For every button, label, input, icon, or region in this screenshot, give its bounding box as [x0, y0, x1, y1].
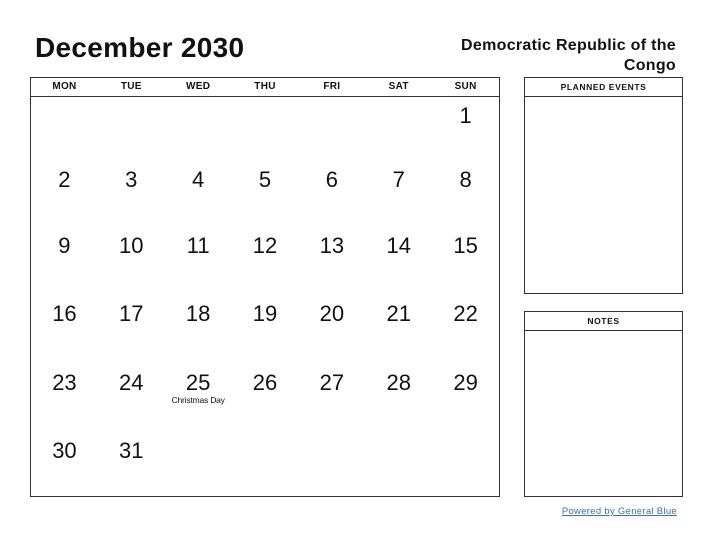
- day-number: 10: [119, 233, 144, 258]
- calendar-week-row: [31, 432, 499, 496]
- day-cell: [432, 97, 499, 161]
- day-number: 14: [386, 233, 411, 258]
- empty-day-cell: [298, 432, 365, 496]
- day-number: 18: [185, 301, 211, 326]
- calendar-week-row: [31, 364, 499, 432]
- day-number: 27: [319, 370, 345, 395]
- calendar-week-row: [31, 227, 499, 295]
- day-cell: [98, 295, 165, 364]
- day-number: 30: [52, 438, 77, 463]
- empty-day-cell: [298, 97, 365, 161]
- day-cell: [432, 161, 499, 227]
- powered-by-link[interactable]: Powered by General Blue: [561, 506, 677, 517]
- day-number: 16: [52, 301, 77, 326]
- planned-events-heading: PLANNED EVENTS: [525, 78, 682, 97]
- day-number: 21: [386, 301, 411, 326]
- day-cell: [365, 161, 432, 227]
- day-cell: [98, 227, 165, 295]
- day-cell: [31, 161, 98, 227]
- page-title: December 2030: [35, 32, 245, 63]
- weekday-label: FRI: [323, 81, 341, 92]
- day-cell: [432, 295, 499, 364]
- day-cell: [31, 227, 98, 295]
- empty-day-cell: [365, 432, 432, 496]
- day-number: 19: [252, 301, 278, 326]
- weekday-label: SUN: [454, 81, 477, 92]
- day-number: 7: [392, 167, 405, 192]
- empty-day-cell: [98, 97, 165, 161]
- day-cell: [232, 364, 299, 432]
- empty-day-cell: [165, 432, 232, 496]
- day-cell: [365, 295, 432, 364]
- day-number: 11: [186, 233, 210, 258]
- weekday-label: WED: [186, 81, 211, 92]
- empty-day-cell: [365, 97, 432, 161]
- day-number: 13: [319, 233, 345, 258]
- day-cell: [232, 227, 299, 295]
- day-cell: [165, 161, 232, 227]
- day-number: 1: [459, 103, 472, 128]
- day-number: 5: [258, 167, 272, 192]
- country-name: Democratic Republic of the Congo: [461, 37, 676, 74]
- empty-day-cell: [432, 432, 499, 496]
- planned-events-panel: [524, 77, 683, 294]
- day-number: 15: [453, 233, 478, 258]
- day-number: 28: [386, 370, 411, 395]
- day-number: 20: [319, 301, 345, 326]
- calendar-week-row: [31, 295, 499, 364]
- day-number: 17: [119, 301, 144, 326]
- notes-heading: NOTES: [525, 312, 682, 331]
- calendar-weeks: [31, 97, 499, 496]
- day-number: 24: [119, 370, 144, 395]
- calendar-grid: [30, 77, 500, 497]
- day-number: 8: [459, 167, 472, 192]
- day-number: 4: [192, 167, 205, 192]
- day-number: 29: [453, 370, 478, 395]
- day-cell: [98, 161, 165, 227]
- day-number: 23: [52, 370, 77, 395]
- day-cell: [432, 364, 499, 432]
- day-number: 25: [185, 370, 211, 395]
- day-number: 26: [252, 370, 278, 395]
- day-cell: [165, 295, 232, 364]
- day-number: 22: [453, 301, 478, 326]
- day-cell: [31, 432, 98, 496]
- day-cell: [232, 161, 299, 227]
- empty-day-cell: [165, 97, 232, 161]
- day-cell: [31, 364, 98, 432]
- day-cell: [98, 364, 165, 432]
- day-cell: [298, 295, 365, 364]
- day-cell: [98, 432, 165, 496]
- weekday-header-row: [31, 78, 499, 97]
- day-number: 2: [58, 167, 71, 192]
- day-number: 9: [58, 233, 71, 258]
- weekday-label: THU: [254, 81, 276, 92]
- notes-panel: [524, 311, 683, 497]
- day-cell: [298, 227, 365, 295]
- day-number: 3: [125, 167, 138, 192]
- day-number: 12: [252, 233, 278, 258]
- day-cell: [165, 227, 232, 295]
- calendar-week-row: [31, 161, 499, 227]
- empty-day-cell: [31, 97, 98, 161]
- day-cell: [232, 295, 299, 364]
- day-cell: [165, 364, 232, 432]
- day-number: 6: [325, 167, 338, 192]
- day-cell: [298, 161, 365, 227]
- holiday-label: Christmas Day: [171, 395, 225, 405]
- day-cell: [365, 227, 432, 295]
- day-cell: [298, 364, 365, 432]
- empty-day-cell: [232, 432, 299, 496]
- weekday-label: TUE: [120, 81, 142, 92]
- calendar-week-row: [31, 97, 499, 161]
- day-number: 31: [119, 438, 144, 463]
- day-cell: [365, 364, 432, 432]
- day-cell: [31, 295, 98, 364]
- empty-day-cell: [232, 97, 299, 161]
- weekday-label: SAT: [388, 81, 409, 92]
- day-cell: [432, 227, 499, 295]
- weekday-label: MON: [52, 81, 77, 92]
